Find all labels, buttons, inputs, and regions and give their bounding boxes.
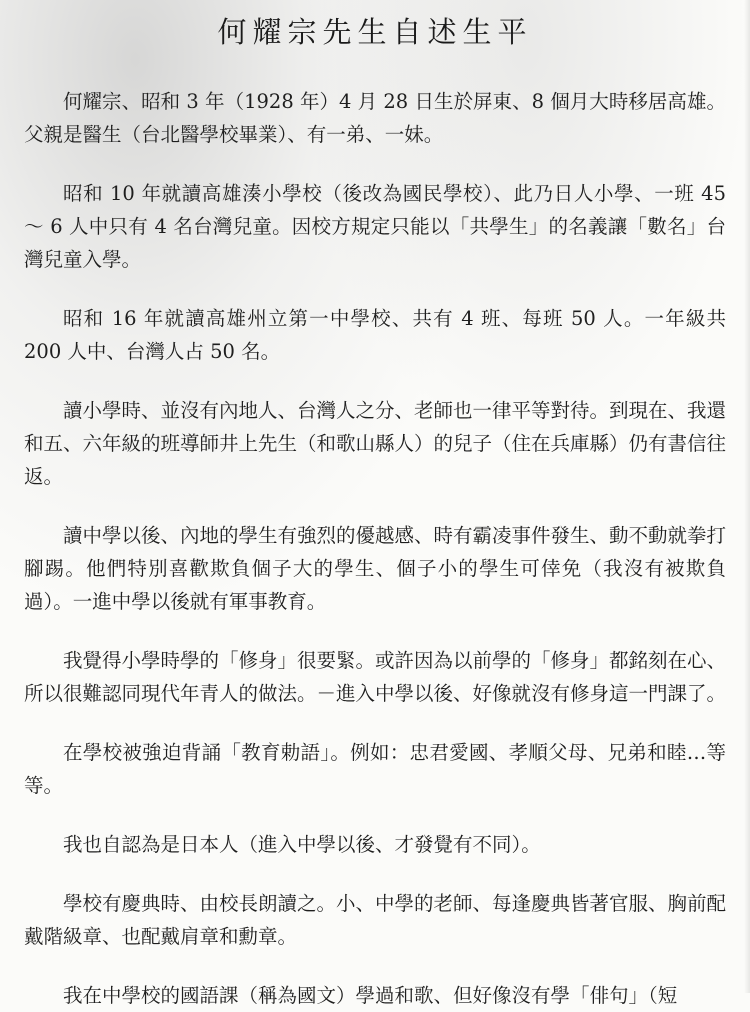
paragraph-3: 昭和 16 年就讀高雄州立第一中學校、共有 4 班、每班 50 人。一年級共 200 人中、台灣人占 50 名。 xyxy=(24,307,726,363)
paragraph-8: 我也自認為是日本人（進入中學以後、才發覺有不同）。 xyxy=(63,833,541,856)
paragraph-10: 我在中學校的國語課（稱為國文）學過和歌、但好像沒有學「俳句」（短 xyxy=(63,984,678,1007)
paragraph-2: 昭和 10 年就讀高雄湊小學校（後改為國民學校）、此乃日人小學、一班 45 ～ 6 人中只有 4 名台灣兒童。因校方規定只能以「共學生」的名義讓「數名」台灣兒童入學。 xyxy=(24,182,726,271)
paragraph-6: 我覺得小學時學的「修身」很要緊。或許因為以前學的「修身」都銘刻在心、所以很難認同現代年青人的做法。－進入中學以後、好像就沒有修身這一門課了。 xyxy=(24,649,727,705)
page-edge-shadow xyxy=(744,0,750,993)
paragraph-7: 在學校被強迫背誦「教育勅語」。例如：忠君愛國、孝順父母、兄弟和睦…等等。 xyxy=(24,741,726,797)
paragraph-4: 讀小學時、並沒有內地人、台灣人之分、老師也一律平等對待。到現在、我還和五、六年級的班導師井上先生（和歌山縣人）的兒子（住在兵庫縣）仍有書信往返。 xyxy=(24,399,727,488)
paragraph-1: 何耀宗、昭和 3 年（1928 年）4 月 28 日生於屏東、8 個月大時移居高雄。父親是醫生（台北醫學校畢業）、有一弟、一妹。 xyxy=(24,90,726,146)
page-title: 何耀宗先生自述生平 xyxy=(217,15,533,49)
paragraph-9: 學校有慶典時、由校長朗讀之。小、中學的老師、每逢慶典皆著官服、胸前配戴階級章、也配戴肩章和勳章。 xyxy=(24,892,727,948)
paragraph-5: 讀中學以後、內地的學生有強烈的優越感、時有霸凌事件發生、動不動就拳打腳踢。他們特別喜歡欺負個子大的學生、個子小的學生可倖免（我沒有被欺負過）。一進中學以後就有軍事教育。 xyxy=(24,524,727,613)
document-body xyxy=(24,85,726,1012)
